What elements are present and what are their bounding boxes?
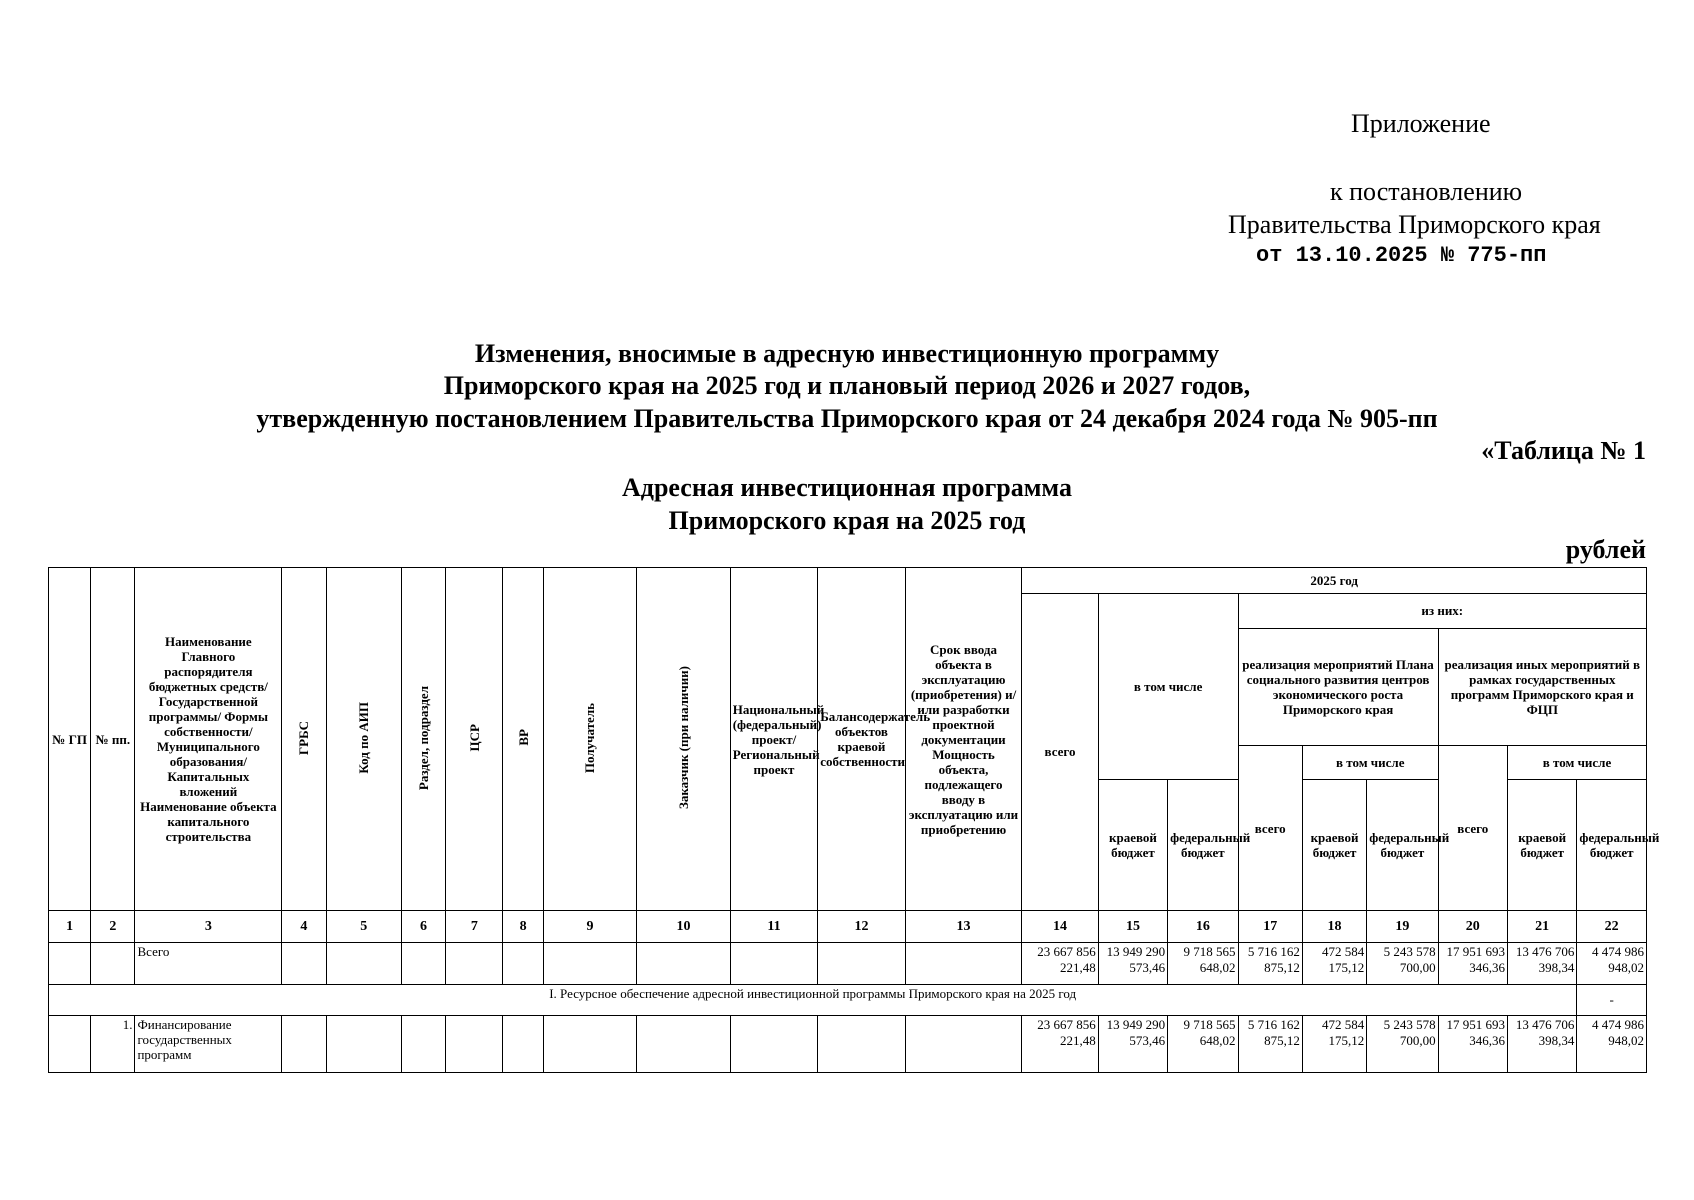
total-value-cell: 4 474 986 948,02 [1577, 943, 1647, 985]
table-cell [543, 1015, 637, 1072]
financing-row-number: 1. [91, 1015, 135, 1072]
header-other-regional: краевой бюджет [1507, 779, 1576, 911]
header-vr: ВР [503, 568, 543, 911]
header-balance-holder: Балансодержатель объектов краевой собственности [818, 568, 905, 911]
column-number: 6 [401, 911, 445, 943]
table-cell [818, 943, 905, 985]
sub-title-line-2: Приморского края на 2025 год [668, 506, 1026, 535]
header-plan-including: в том числе [1302, 745, 1438, 779]
column-number: 17 [1238, 911, 1302, 943]
table-cell [49, 943, 91, 985]
total-value-cell: 23 667 856 221,48 [1022, 943, 1098, 985]
table-cell [282, 943, 326, 985]
header-deadline: Срок ввода объекта в эксплуатацию (приобретения) и/или разработки проектной документации Мощность объекта, подлежащего вводу в эксплуатацию или приобретению [905, 568, 1022, 911]
units-label: рублей [1565, 535, 1646, 564]
table-cell [730, 1015, 817, 1072]
column-number: 7 [446, 911, 503, 943]
table-cell [637, 1015, 731, 1072]
total-value-cell: 472 584 175,12 [1302, 943, 1366, 985]
appendix-government: Правительства Приморского края [1228, 210, 1601, 239]
total-value-cell: 17 951 693 346,36 [1438, 943, 1507, 985]
header-aip-code: Код по АИП [326, 568, 401, 911]
financing-value-cell: 9 718 565 648,02 [1168, 1015, 1238, 1072]
table-cell [730, 943, 817, 985]
financing-value-cell: 13 476 706 398,34 [1507, 1015, 1576, 1072]
header-plan-total: всего [1238, 745, 1302, 911]
total-value-cell: 13 949 290 573,46 [1098, 943, 1167, 985]
column-number: 15 [1098, 911, 1167, 943]
column-number: 4 [282, 911, 326, 943]
column-numbers-row [49, 911, 1647, 943]
header-other-measures: реализация иных мероприятий в рамках государственных программ Приморского края и ФЦП [1438, 629, 1646, 746]
main-title-line-1: Изменения, вносимые в адресную инвестиционную программу [474, 339, 1220, 368]
total-value-cell: 9 718 565 648,02 [1168, 943, 1238, 985]
table-cell [905, 1015, 1022, 1072]
column-number: 10 [637, 911, 731, 943]
financing-value-cell: 5 716 162 875,12 [1238, 1015, 1302, 1072]
header-plan-social: реализация мероприятий Плана социального развития центров экономического роста Приморского края [1238, 629, 1438, 746]
column-number: 14 [1022, 911, 1098, 943]
header-recipient: Получатель [543, 568, 637, 911]
total-value-cell: 5 716 162 875,12 [1238, 943, 1302, 985]
column-number: 12 [818, 911, 905, 943]
header-name: Наименование Главного распорядителя бюджетных средств/Государственной программы/ Формы собственности/Муниципального образования/Капитальных вложений Наименование объекта капитального строительства [135, 568, 282, 911]
appendix-to: к постановлению [1330, 177, 1523, 206]
financing-value-cell: 472 584 175,12 [1302, 1015, 1366, 1072]
financing-row-name: Финансирование государственных программ [135, 1015, 282, 1072]
table-cell [503, 1015, 543, 1072]
total-row-name: Всего [135, 943, 282, 985]
main-title-line-2: Приморского края на 2025 год и плановый период 2026 и 2027 годов, [443, 371, 1251, 400]
header-including: в том числе [1098, 593, 1238, 779]
table-cell [401, 1015, 445, 1072]
header-total: всего [1022, 593, 1098, 911]
header-plan-regional: краевой бюджет [1302, 779, 1366, 911]
financing-value-cell: 13 949 290 573,46 [1098, 1015, 1167, 1072]
table-cell [446, 1015, 503, 1072]
table-row-total [49, 943, 1647, 985]
table-cell [637, 943, 731, 985]
table-cell [543, 943, 637, 985]
header-national-project: Национальный (федеральный) проект/ Региональный проект [730, 568, 817, 911]
header-grbs: ГРБС [282, 568, 326, 911]
table-cell [401, 943, 445, 985]
column-number: 9 [543, 911, 637, 943]
financing-value-cell: 23 667 856 221,48 [1022, 1015, 1098, 1072]
header-federal-budget: федеральный бюджет [1168, 779, 1238, 911]
financing-value-cell: 5 243 578 700,00 [1367, 1015, 1438, 1072]
column-number: 11 [730, 911, 817, 943]
column-number: 18 [1302, 911, 1366, 943]
header-pp-no: № пп. [91, 568, 135, 911]
financing-value-cell: 17 951 693 346,36 [1438, 1015, 1507, 1072]
financing-value-cell: 4 474 986 948,02 [1577, 1015, 1647, 1072]
total-value-cell: 13 476 706 398,34 [1507, 943, 1576, 985]
table-cell [282, 1015, 326, 1072]
section-dash: - [1577, 985, 1647, 1016]
header-of-them: из них: [1238, 593, 1646, 629]
header-year: 2025 год [1022, 568, 1647, 594]
table-cell [905, 943, 1022, 985]
column-number: 22 [1577, 911, 1647, 943]
header-plan-federal: федеральный бюджет [1367, 779, 1438, 911]
investment-program-table [48, 567, 1660, 1073]
header-section: Раздел, подраздел [401, 568, 445, 911]
table-cell [818, 1015, 905, 1072]
table-cell [446, 943, 503, 985]
column-number: 20 [1438, 911, 1507, 943]
header-other-federal: федеральный бюджет [1577, 779, 1647, 911]
appendix-date-stamp: от 13.10.2025 № 775-пп [1256, 243, 1547, 268]
header-other-total: всего [1438, 745, 1507, 911]
table-cell [503, 943, 543, 985]
header-regional-budget: краевой бюджет [1098, 779, 1167, 911]
column-number: 2 [91, 911, 135, 943]
header-customer: Заказчик (при наличии) [637, 568, 731, 911]
table-number: «Таблица № 1 [1481, 436, 1646, 465]
column-number: 5 [326, 911, 401, 943]
column-number: 13 [905, 911, 1022, 943]
header-csr: ЦСР [446, 568, 503, 911]
column-number: 3 [135, 911, 282, 943]
total-value-cell: 5 243 578 700,00 [1367, 943, 1438, 985]
column-number: 1 [49, 911, 91, 943]
column-number: 19 [1367, 911, 1438, 943]
header-gp-no: № ГП [49, 568, 91, 911]
column-number: 8 [503, 911, 543, 943]
sub-title-line-1: Адресная инвестиционная программа [622, 473, 1072, 502]
table-cell [91, 943, 135, 985]
column-number: 21 [1507, 911, 1576, 943]
main-title-line-3: утвержденную постановлением Правительства Приморского края от 24 декабря 2024 года № 905-пп [256, 404, 1438, 433]
table-row-section [49, 985, 1647, 1016]
table-cell [49, 1015, 91, 1072]
section-title: I. Ресурсное обеспечение адресной инвестиционной программы Приморского края на 2025 год [49, 985, 1577, 1016]
table-row-financing [49, 1015, 1647, 1072]
appendix-title: Приложение [1351, 109, 1491, 138]
column-number: 16 [1168, 911, 1238, 943]
table-cell [326, 1015, 401, 1072]
table-cell [326, 943, 401, 985]
header-other-including: в том числе [1507, 745, 1646, 779]
